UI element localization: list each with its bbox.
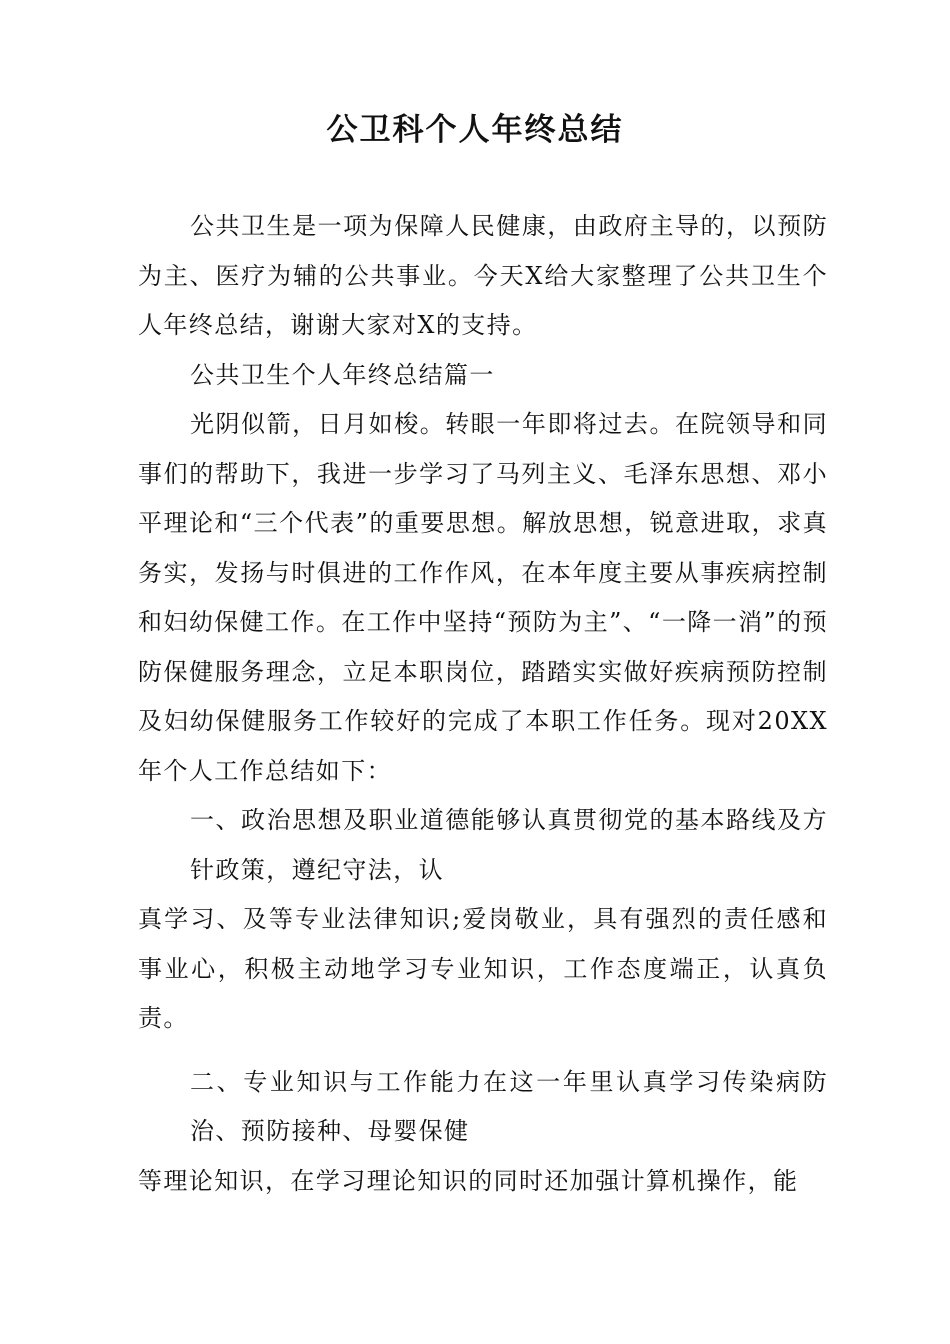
document-body bbox=[138, 202, 828, 1206]
paragraph-spacer bbox=[138, 1044, 828, 1058]
section-heading-1: 一、政治思想及职业道德能够认真贯彻党的基本路线及方针政策，遵纪守法，认 bbox=[190, 806, 828, 884]
section-title: 公共卫生个人年终总结篇一 bbox=[190, 360, 495, 389]
body-paragraph-continued: 真学习、及等专业法律知识;爱岗敬业，具有强烈的责任感和事业心，积极主动地学习专业知识，工作态度端正，认真负责。 bbox=[138, 905, 828, 1032]
intro-paragraph: 公共卫生是一项为保障人民健康，由政府主导的，以预防为主、医疗为辅的公共事业。今天X给大家整理了公共卫生个人年终总结，谢谢大家对X的支持。 bbox=[138, 212, 828, 339]
body-paragraph: 光阴似箭，日月如梭。转眼一年即将过去。在院领导和同事们的帮助下，我进一步学习了马列主义、毛泽东思想、邓小平理论和“三个代表”的重要思想。解放思想，锐意进取，求真务实，发扬与时俱进的工作作风，在本年度主要从事疾病控制和妇幼保健工作。在工作中坚持“预防为主”、“一降一消”的预防保健服务理念，立足本职岗位，踏踏实实做好疾病预防控制及妇幼保健服务工作较好的完成了本职工作任务。现对20XX年个人工作总结如下： bbox=[138, 410, 828, 785]
body-paragraph-continued: 等理论知识，在学习理论知识的同时还加强计算机操作，能 bbox=[138, 1166, 799, 1195]
section-heading-2: 二、专业知识与工作能力在这一年里认真学习传染病防治、预防接种、母婴保健 bbox=[190, 1067, 828, 1145]
document-title: 公卫科个人年终总结 bbox=[326, 112, 624, 148]
